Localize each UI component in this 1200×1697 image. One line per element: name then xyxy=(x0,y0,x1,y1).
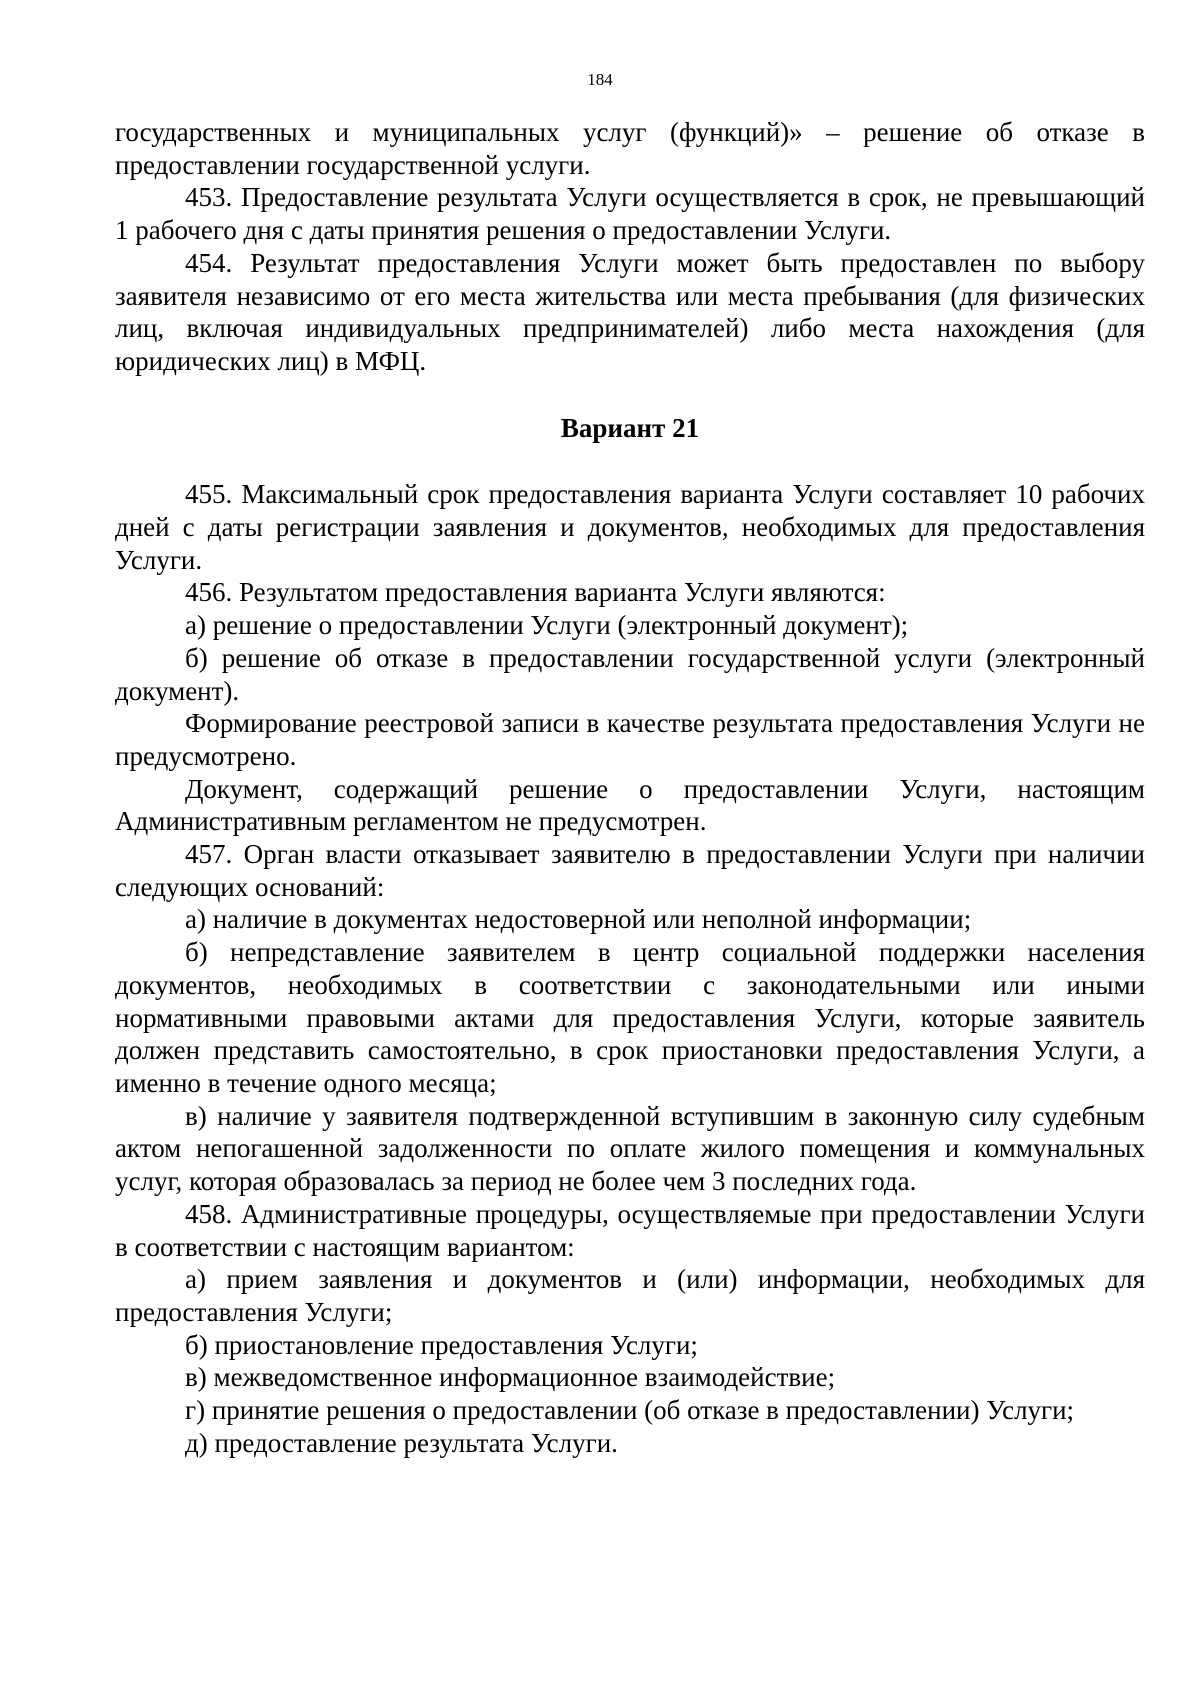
paragraph: а) прием заявления и документов и (или) информации, необходимых для предоставления Услуги; xyxy=(115,1264,1145,1327)
bottom-paragraphs xyxy=(115,478,1145,1459)
paragraph: д) предоставление результата Услуги. xyxy=(185,1427,618,1458)
paragraph: 457. Орган власти отказывает заявителю в предоставлении Услуги при наличии следующих оснований: xyxy=(115,839,1145,902)
page-number: 184 xyxy=(587,70,613,89)
paragraph: в) наличие у заявителя подтвержденной вступившим в законную силу судебным актом непогашенной задолженности по оплате жилого помещения и коммунальных услуг, которая образовалась за период не более чем 3 последних года. xyxy=(115,1100,1145,1197)
paragraph: г) принятие решения о предоставлении (об отказе в предоставлении) Услуги; xyxy=(185,1395,1075,1426)
section-heading: Вариант 21 xyxy=(560,412,700,443)
paragraph: Документ, содержащий решение о предоставлении Услуги, настоящим Административным регламентом не предусмотрен. xyxy=(115,773,1145,837)
document-body xyxy=(115,116,1145,1459)
paragraph: б) решение об отказе в предоставлении государственной услуги (электронный документ). xyxy=(115,642,1145,706)
paragraph: 455. Максимальный срок предоставления варианта Услуги составляет 10 рабочих дней с даты регистрации заявления и документов, необходимых для предоставления Услуги. xyxy=(115,479,1145,575)
paragraph: а) решение о предоставлении Услуги (электронный документ); xyxy=(185,610,909,641)
paragraph: б) непредставление заявителем в центр социальной поддержки населения документов, необходимых в соответствии с законодательными или иными нормативными правовыми актами для предоставления Услуги, которые заявитель должен представить самостоятельно, в срок приостановки предоставления Услуги, а именно в течение одного месяца; xyxy=(115,937,1145,1098)
paragraph: государственных и муниципальных услуг (функций)» – решение об отказе в предоставлении государственной услуги. xyxy=(115,117,1145,180)
paragraph: в) межведомственное информационное взаимодействие; xyxy=(185,1362,836,1393)
paragraph: 454. Результат предоставления Услуги может быть предоставлен по выбору заявителя независимо от его места жительства или места пребывания (для физических лиц, включая индивидуальных предпринимателей) либо места нахождения (для юридических лиц) в МФЦ. xyxy=(115,247,1145,376)
paragraph: б) приостановление предоставления Услуги; xyxy=(185,1329,698,1360)
paragraph: Формирование реестровой записи в качестве результата предоставления Услуги не предусмотрено. xyxy=(115,708,1145,771)
paragraph: а) наличие в документах недостоверной или неполной информации; xyxy=(185,904,972,935)
top-paragraphs xyxy=(115,116,1145,378)
paragraph: 456. Результатом предоставления варианта Услуги являются: xyxy=(185,577,886,608)
paragraph: 453. Предоставление результата Услуги осуществляется в срок, не превышающий 1 рабочего дня с даты принятия решения о предоставлении Услуги. xyxy=(115,182,1145,246)
paragraph: 458. Административные процедуры, осуществляемые при предоставлении Услуги в соответствии с настоящим вариантом: xyxy=(115,1198,1145,1262)
